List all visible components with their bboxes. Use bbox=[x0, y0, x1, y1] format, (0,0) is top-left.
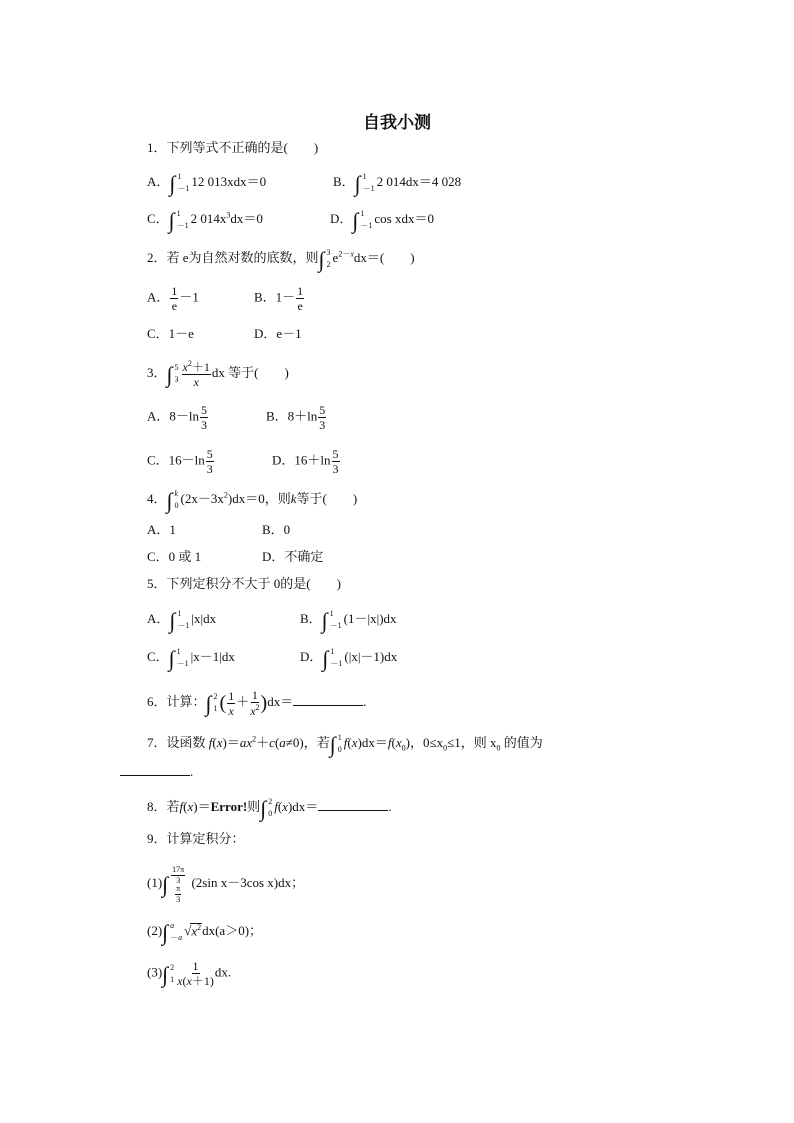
integral-icon: ∫ bbox=[166, 488, 173, 513]
q2-option-b: B．1－ $\frac{1}{e}$ bbox=[254, 284, 304, 313]
q4-stem-pre: 4． bbox=[147, 490, 167, 506]
q5-a-label: A． bbox=[147, 610, 170, 626]
q9-p3-body: dx. bbox=[214, 964, 232, 980]
q2-stem-pre: 2．若 e为自然对数的底数，则 bbox=[147, 249, 319, 265]
integral-icon: ∫ bbox=[166, 362, 173, 387]
q4-stem-end: 等于( ) bbox=[296, 490, 358, 506]
integral-icon: ∫ bbox=[205, 691, 212, 716]
q3-option-b: B．8＋ln $\frac{5}{3}$ bbox=[266, 403, 326, 432]
integral-icon: ∫ bbox=[318, 247, 325, 272]
q1-c-label: C． bbox=[147, 210, 169, 226]
q3-d-label: D．16＋ln bbox=[272, 452, 331, 468]
q9-p1-pre: (1) bbox=[147, 874, 163, 890]
integral-icon: ∫ bbox=[329, 732, 336, 757]
question-3-stem: 3．∫ 5 3 $\frac{x^2+1}{x}$ dx 等于( ) bbox=[147, 359, 289, 389]
integral-icon: ∫ bbox=[168, 646, 175, 671]
q2-a-label: A． bbox=[147, 289, 170, 305]
question-2-stem: 2．若 e为自然对数的底数，则∫ 3 2 $e^{2-x}dx=$( ) bbox=[147, 247, 415, 272]
q5-b-label: B． bbox=[300, 610, 322, 626]
q7-stem-pre: 7．设函数 bbox=[147, 734, 206, 750]
q3-c-label: C．16－ln bbox=[147, 452, 205, 468]
question-8-stem: 8．若f(x)＝Error!则∫ 2 0 f(x)dx＝ . bbox=[147, 796, 392, 821]
integral-icon: ∫ bbox=[162, 961, 169, 987]
q1-a-body: 12 013xdx＝0 bbox=[191, 173, 267, 189]
q5-option-b: B．∫ 1 －1 (1－|x|)dx bbox=[300, 608, 397, 633]
q8-stem-pre: 8．若 bbox=[147, 798, 180, 814]
question-1-stem: 1．下列等式不正确的是( ) bbox=[147, 140, 319, 155]
integral-icon: ∫ bbox=[162, 872, 169, 897]
answer-blank[interactable] bbox=[318, 800, 388, 811]
q3-option-a: A．8－ln $\frac{5}{3}$ bbox=[147, 403, 208, 432]
q5-b-body: (1－|x|)dx bbox=[343, 610, 397, 626]
q1-option-d: D．∫ 1 －1 cos xdx＝0 bbox=[330, 208, 434, 233]
q6-stem-pre: 6．计算： bbox=[147, 693, 206, 709]
q8-stem-post: dx＝ bbox=[292, 798, 319, 814]
question-5-stem: 5．下列定积分不大于 0的是( ) bbox=[147, 576, 341, 591]
q1-b-body: 2 014dx＝4 028 bbox=[376, 173, 462, 189]
q1-option-c: C．∫ 1 －1 2 $014x^3dx=0$ bbox=[147, 208, 263, 233]
q4-option-a: A．1 bbox=[147, 522, 176, 537]
q9-part-1: (1)∫ $\frac{17\pi}{3}$ $\frac{\pi}{3}$ (2sin x－3cos x)dx； bbox=[147, 865, 305, 904]
integral-icon: ∫ bbox=[169, 171, 176, 196]
q1-d-label: D． bbox=[330, 210, 353, 226]
q6-stem-post: dx＝ bbox=[267, 693, 294, 709]
q3-stem-pre: 3． bbox=[147, 364, 167, 380]
q5-c-body: |x－1|dx bbox=[190, 648, 235, 664]
q2-option-a: A． $\frac{1}{e}$ －1 bbox=[147, 284, 199, 313]
q2-option-c: C．1－e bbox=[147, 326, 194, 341]
q5-option-a: A．∫ 1 －1 |x|dx bbox=[147, 608, 217, 633]
q1-c-body2: dx＝0 bbox=[230, 210, 263, 226]
integral-icon: ∫ bbox=[169, 608, 176, 633]
q4-stem-k: k bbox=[290, 490, 297, 506]
q9-p2-pre: (2) bbox=[147, 922, 163, 938]
q7-stem-mid: ，若 bbox=[303, 734, 330, 750]
q9-p1-body: (2sin x－3cos x)dx； bbox=[191, 874, 305, 890]
q1-option-a: A．∫ 1 －1 12 013xdx＝0 bbox=[147, 171, 267, 196]
q3-stem-post: dx 等于( ) bbox=[211, 364, 289, 380]
q9-part-2: (2)∫ a －a $√x^2dx(a>0)$； bbox=[147, 920, 263, 945]
q3-a-label: A．8－ln bbox=[147, 408, 200, 424]
q9-p2-body: dx(a＞0)； bbox=[202, 922, 263, 938]
q2-option-d: D．e－1 bbox=[254, 326, 302, 341]
q5-option-c: C．∫ 1 －1 |x－1|dx bbox=[147, 646, 235, 671]
q4-stem-mid: (2x－3x bbox=[180, 490, 224, 506]
q7-answer-line: . bbox=[120, 765, 193, 778]
q1-b-label: B． bbox=[333, 173, 355, 189]
integral-icon: ∫ bbox=[354, 171, 361, 196]
q4-option-c: C．0 或 1 bbox=[147, 549, 202, 564]
answer-blank[interactable] bbox=[293, 695, 363, 706]
q3-option-c: C．16－ln $\frac{5}{3}$ bbox=[147, 447, 213, 476]
question-9-stem: 9．计算定积分： bbox=[147, 831, 245, 846]
question-4-stem: 4．∫ k 0 $(2x-3x^2)dx=0$，则k等于( ) bbox=[147, 488, 358, 513]
q4-stem-post: )dx＝0，则 bbox=[227, 490, 291, 506]
q9-part-3: (3)∫ 2 1 $\frac{1}{x(x+1)}$ dx. bbox=[147, 959, 232, 988]
q5-c-label: C． bbox=[147, 648, 169, 664]
q3-b-label: B．8＋ln bbox=[266, 408, 318, 424]
q1-c-body: 2 014x bbox=[190, 210, 227, 226]
q1-option-b: B．∫ 1 －1 2 014dx＝4 028 bbox=[333, 171, 462, 196]
integral-icon: ∫ bbox=[352, 208, 359, 233]
integral-icon: ∫ bbox=[321, 608, 328, 633]
integral-icon: ∫ bbox=[260, 796, 267, 821]
integral-icon: ∫ bbox=[162, 920, 169, 945]
question-6-stem: 6．计算：∫ 2 1 ( $\frac{1}{x}$ ＋ $\frac{1}{x^2}$ )dx＝ . bbox=[147, 688, 367, 718]
q5-option-d: D．∫ 1 －1 (|x|－1)dx bbox=[300, 646, 398, 671]
integral-icon: ∫ bbox=[322, 646, 329, 671]
q1-a-label: A． bbox=[147, 173, 170, 189]
page-title: 自我小测 bbox=[363, 113, 431, 132]
q5-d-body: (|x|－1)dx bbox=[344, 648, 398, 664]
q4-option-b: B．0 bbox=[262, 522, 291, 537]
q7-stem-last: 的值为 bbox=[503, 734, 543, 750]
answer-blank[interactable] bbox=[120, 765, 190, 776]
q1-d-body: cos xdx＝0 bbox=[374, 210, 434, 226]
q5-a-body: |x|dx bbox=[191, 610, 217, 626]
q8-error-text: Error! bbox=[210, 798, 248, 814]
q5-d-label: D． bbox=[300, 648, 323, 664]
q2-b-label: B．1－ bbox=[254, 289, 296, 305]
q7-stem-end: ≤1，则 x bbox=[447, 734, 497, 750]
q8-stem-mid: 则 bbox=[247, 798, 261, 814]
q2-stem-post: dx＝( ) bbox=[353, 249, 415, 265]
q7-stem-post: ，0≤x bbox=[409, 734, 444, 750]
q3-option-d: D．16＋ln $\frac{5}{3}$ bbox=[272, 447, 339, 476]
question-7-stem: 7．设函数 $f(x)=ax^2+c(a\ne 0)$，若∫ 1 0 $f(x)dx=f(x_0)$，$0\le x_0\le 1$，则 $x_0$ 的值为 bbox=[147, 732, 543, 757]
q4-option-d: D．不确定 bbox=[262, 549, 324, 564]
integral-icon: ∫ bbox=[168, 208, 175, 233]
q9-p3-pre: (3) bbox=[147, 964, 163, 980]
